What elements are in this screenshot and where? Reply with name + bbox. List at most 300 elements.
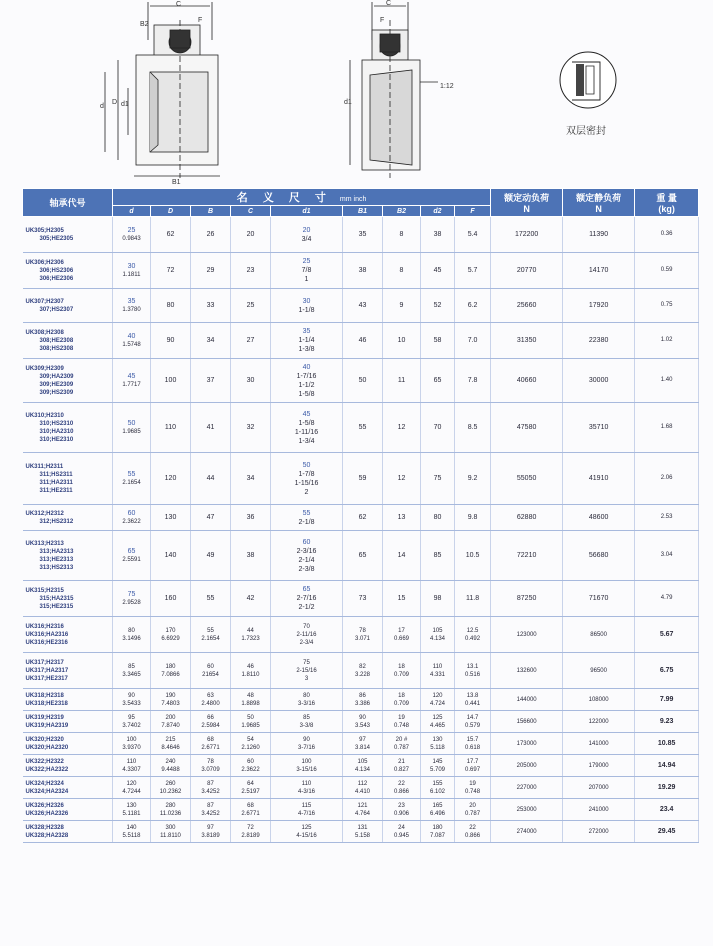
cell-code — [23, 755, 113, 777]
table-row — [23, 799, 699, 821]
value-bottom: 2.6771 — [201, 744, 220, 751]
header-static-load — [563, 189, 635, 217]
cell-d1 — [271, 289, 343, 323]
cell-d2: 45 — [421, 253, 455, 289]
cell-d — [113, 777, 151, 799]
cell-f: 10.5 — [455, 531, 491, 581]
value-top: 125 — [432, 714, 443, 721]
cell-stat: 35710 — [563, 403, 635, 453]
value-bottom: 0.492 — [465, 635, 481, 642]
cell-stat: 241000 — [563, 799, 635, 821]
value-bottom: 2.3622 — [241, 766, 260, 773]
value-top: 97 — [207, 824, 214, 831]
cell-b1 — [343, 733, 383, 755]
cell-weight: 1.68 — [635, 403, 699, 453]
value-top: 46 — [247, 663, 254, 670]
cell-code — [23, 711, 113, 733]
value-top: 105 — [357, 758, 368, 765]
cell-d — [151, 821, 191, 843]
d1-value: 1-3/8 — [298, 346, 315, 353]
header-code: 轴承代号 — [23, 189, 113, 217]
cell-b2: 15 — [383, 581, 421, 617]
cell-b — [191, 799, 231, 821]
cell-code — [23, 733, 113, 755]
cell-weight: 1.40 — [635, 359, 699, 403]
cell-d2: 80 — [421, 505, 455, 531]
cell-b — [191, 711, 231, 733]
d1-value: 1-5/8 — [298, 419, 315, 427]
value-bottom: 3.1496 — [122, 635, 141, 642]
table-row — [23, 289, 699, 323]
cell-c: 25 — [231, 289, 271, 323]
cell-b2 — [383, 777, 421, 799]
value-top: 78 — [359, 627, 366, 634]
header-nominal-dimensions — [113, 189, 491, 206]
value-top: 17 — [398, 627, 405, 634]
cell-d — [113, 821, 151, 843]
cell-c: 34 — [231, 453, 271, 505]
cell-b1 — [343, 653, 383, 689]
value-bottom: 3.9370 — [122, 744, 141, 751]
cell-d2: 98 — [421, 581, 455, 617]
cell-c: 23 — [231, 253, 271, 289]
cell-b1 — [343, 689, 383, 711]
col-d2: d2 — [421, 206, 455, 217]
value-top: 87 — [207, 802, 214, 809]
dim-label-big-d: D — [112, 99, 118, 106]
value-bottom: 0.579 — [465, 722, 481, 729]
d-inch: 2.1654 — [122, 479, 141, 486]
d-mm: 60 — [127, 509, 136, 517]
cell-b1: 59 — [343, 453, 383, 505]
value-bottom: 4-7/16 — [297, 810, 315, 817]
cell-d1 — [271, 755, 343, 777]
value-bottom: 4.465 — [429, 722, 445, 729]
value-top: 145 — [432, 758, 443, 765]
value-top: 180 — [165, 663, 176, 670]
cell-d1 — [271, 653, 343, 689]
value-top: 90 — [359, 714, 366, 721]
cell-c: 27 — [231, 323, 271, 359]
value-bottom: 3.3465 — [122, 671, 141, 678]
cell-b — [191, 755, 231, 777]
cell-stat: 96500 — [563, 653, 635, 689]
value-bottom: 2.1654 — [201, 635, 220, 642]
cell-d — [151, 799, 191, 821]
cell-d — [151, 617, 191, 653]
cell-c: 20 — [231, 217, 271, 253]
cell-code — [23, 617, 113, 653]
d1-value: 20 — [302, 226, 311, 234]
cell-b: 41 — [191, 403, 231, 453]
cell-d2: 75 — [421, 453, 455, 505]
d1-value: 65 — [302, 586, 311, 593]
cell-code — [23, 403, 113, 453]
cell-dyn: 40660 — [491, 359, 563, 403]
value-bottom: 1.8898 — [241, 700, 260, 707]
cell-dyn: 72210 — [491, 531, 563, 581]
cell-stat: 14170 — [563, 253, 635, 289]
cell-weight: 2.53 — [635, 505, 699, 531]
code-line: UK307;H2307 — [25, 298, 64, 305]
d-inch: 2.5591 — [122, 556, 141, 563]
cell-b1: 50 — [343, 359, 383, 403]
cell-d — [113, 711, 151, 733]
code-line: UK312;H2312 — [25, 510, 64, 517]
cell-f — [455, 777, 491, 799]
value-top: 66 — [207, 714, 214, 721]
d1-value: 1-5/8 — [298, 390, 315, 398]
cell-c — [231, 821, 271, 843]
cell-d1 — [271, 777, 343, 799]
value-top: 60 — [247, 758, 254, 765]
cell-d: 120 — [151, 453, 191, 505]
value-bottom: 7.8740 — [161, 722, 180, 729]
d-inch: 2.9528 — [122, 599, 141, 606]
cell-d — [113, 581, 151, 617]
value-bottom: 10.2362 — [159, 788, 182, 795]
cell-f — [455, 799, 491, 821]
col-b: B — [191, 206, 231, 217]
cell-stat: 272000 — [563, 821, 635, 843]
code-line: UK319;HA2319 — [25, 722, 69, 729]
col-d1: d1 — [271, 206, 343, 217]
code-line: UK318;H2318 — [25, 692, 64, 699]
cell-d — [113, 653, 151, 689]
value-bottom: 0.945 — [393, 832, 409, 839]
col-c: C — [231, 206, 271, 217]
cell-d — [151, 755, 191, 777]
value-bottom: 5.118 — [430, 744, 445, 751]
cell-b1: 62 — [343, 505, 383, 531]
table-row — [23, 217, 699, 253]
cell-stat: 11390 — [563, 217, 635, 253]
cell-code — [23, 359, 113, 403]
col-d: d — [113, 206, 151, 217]
cell-dyn: 274000 — [491, 821, 563, 843]
cell-d1 — [271, 453, 343, 505]
cell-d — [151, 733, 191, 755]
cell-d1 — [271, 689, 343, 711]
value-bottom: 2.5197 — [241, 788, 260, 795]
cell-b2: 12 — [383, 453, 421, 505]
cell-b — [191, 821, 231, 843]
d1-value: 60 — [302, 538, 311, 546]
table-row — [23, 617, 699, 653]
cell-d1 — [271, 217, 343, 253]
cell-b — [191, 777, 231, 799]
value-bottom: 3.386 — [354, 700, 370, 707]
cell-d2 — [421, 799, 455, 821]
cell-d2: 85 — [421, 531, 455, 581]
taper-label: 1:12 — [440, 83, 454, 90]
cell-b2 — [383, 799, 421, 821]
header-weight-label: 重 量 — [656, 193, 677, 203]
cell-b1 — [343, 711, 383, 733]
d-inch: 1.5748 — [122, 341, 141, 348]
dim-label-d1-right: d1 — [344, 99, 352, 106]
value-top: 165 — [432, 802, 443, 809]
value-top: 155 — [432, 780, 443, 787]
value-bottom: 3.543 — [354, 722, 370, 729]
cell-c — [231, 799, 271, 821]
value-top: 18 — [398, 663, 405, 670]
dim-label-b1: B1 — [172, 179, 181, 186]
technical-drawing — [0, 0, 713, 188]
code-line: 315;HA2315 — [39, 595, 74, 602]
table-row — [23, 733, 699, 755]
cell-weight: 1.02 — [635, 323, 699, 359]
value-bottom: 4.410 — [354, 788, 370, 795]
code-line: UK308;H2308 — [25, 329, 64, 336]
d1-value: 2-1/2 — [298, 604, 315, 611]
value-top: 14.7 — [466, 714, 479, 721]
cell-f: 7.8 — [455, 359, 491, 403]
d1-value: 1-7/8 — [298, 470, 315, 478]
cell-d1 — [271, 733, 343, 755]
cell-dyn: 144000 — [491, 689, 563, 711]
cell-b2 — [383, 733, 421, 755]
cell-d: 100 — [151, 359, 191, 403]
code-line: UK326;HA2326 — [25, 810, 69, 817]
value-top: 20 # — [395, 736, 408, 743]
table-body — [23, 217, 699, 843]
cell-code — [23, 689, 113, 711]
d1-value: 3/4 — [301, 235, 312, 243]
cell-d2: 38 — [421, 217, 455, 253]
value-bottom: 2-3/4 — [299, 639, 314, 646]
value-top: 17.7 — [466, 758, 479, 765]
d-inch: 1.1811 — [122, 271, 141, 278]
value-top: 90 — [128, 692, 135, 699]
code-line: UK316;HE2316 — [25, 639, 68, 646]
cell-d: 160 — [151, 581, 191, 617]
cell-b2: 11 — [383, 359, 421, 403]
cell-b1: 38 — [343, 253, 383, 289]
value-bottom: 3.5433 — [122, 700, 141, 707]
value-top: 86 — [359, 692, 366, 699]
value-bottom: 5.5118 — [122, 832, 141, 839]
cell-weight: 4.79 — [635, 581, 699, 617]
d1-value: 45 — [302, 410, 311, 418]
table-row — [23, 531, 699, 581]
value-top: 19 — [398, 714, 405, 721]
header-dynamic-load — [491, 189, 563, 217]
code-line: UK309;H2309 — [25, 365, 64, 372]
dim-label-d: d — [100, 103, 104, 110]
d1-value: 1-15/16 — [294, 479, 319, 487]
value-top: 130 — [126, 802, 137, 809]
value-bottom: 5.158 — [354, 832, 370, 839]
header-stat-label: 额定静负荷 — [576, 193, 622, 203]
cell-d: 130 — [151, 505, 191, 531]
cell-weight: 14.94 — [635, 755, 699, 777]
code-line: 313;HA2313 — [39, 548, 74, 555]
value-bottom: 11.0236 — [159, 810, 182, 817]
value-top: 110 — [301, 780, 312, 787]
cell-b1 — [343, 755, 383, 777]
value-bottom: 6.496 — [429, 810, 445, 817]
value-top: 85 — [128, 663, 135, 670]
cell-code — [23, 581, 113, 617]
code-line: UK320;HA2320 — [25, 744, 69, 751]
cell-stat: 108000 — [563, 689, 635, 711]
cell-dyn: 132600 — [491, 653, 563, 689]
table-row — [23, 359, 699, 403]
value-top: 100 — [301, 758, 312, 765]
value-bottom: 9.4488 — [161, 766, 180, 773]
cell-b2: 9 — [383, 289, 421, 323]
table-row — [23, 403, 699, 453]
code-line: UK310;H2310 — [25, 412, 64, 419]
cell-d — [113, 505, 151, 531]
code-line: UK318;HE2318 — [25, 700, 68, 707]
table-row — [23, 689, 699, 711]
value-top: 200 — [165, 714, 176, 721]
table-row — [23, 323, 699, 359]
value-bottom: 0.441 — [465, 700, 481, 707]
cell-b1: 73 — [343, 581, 383, 617]
cell-b: 55 — [191, 581, 231, 617]
code-line: UK317;H2317 — [25, 659, 64, 666]
cell-d: 140 — [151, 531, 191, 581]
d-inch: 2.3622 — [122, 518, 141, 525]
cell-d — [113, 403, 151, 453]
value-bottom: 4.7244 — [122, 788, 141, 795]
d1-value: 40 — [302, 363, 311, 371]
value-top: 120 — [126, 780, 137, 787]
cell-b: 34 — [191, 323, 231, 359]
table-row — [23, 711, 699, 733]
cell-code — [23, 799, 113, 821]
code-line: 311;HS2311 — [39, 471, 73, 478]
value-bottom: 4.134 — [429, 635, 445, 642]
cell-b1 — [343, 821, 383, 843]
value-bottom: 2.5984 — [201, 722, 220, 729]
cell-weight: 23.4 — [635, 799, 699, 821]
value-top: 100 — [126, 736, 137, 743]
code-line: UK319;H2319 — [25, 714, 64, 721]
value-top: 63 — [207, 692, 214, 699]
right-bearing-drawing — [350, 2, 438, 178]
cell-d1 — [271, 531, 343, 581]
cell-b2: 10 — [383, 323, 421, 359]
code-line: 308;HE2308 — [39, 337, 74, 344]
value-top: 22 — [469, 824, 476, 831]
code-line: UK317;HA2317 — [25, 667, 69, 674]
value-top: 72 — [247, 824, 254, 831]
code-line: UK324;HA2324 — [25, 788, 69, 795]
cell-d2 — [421, 617, 455, 653]
value-bottom: 4.3307 — [122, 766, 141, 773]
cell-weight: 6.75 — [635, 653, 699, 689]
code-line: UK311;H2311 — [25, 463, 64, 470]
cell-d2 — [421, 711, 455, 733]
value-bottom: 3.8189 — [201, 832, 220, 839]
value-bottom: 3.4252 — [201, 810, 220, 817]
code-line: 310;HA2310 — [39, 428, 74, 435]
cell-dyn: 31350 — [491, 323, 563, 359]
value-top: 48 — [247, 692, 254, 699]
cell-d1 — [271, 581, 343, 617]
value-top: 90 — [303, 736, 310, 743]
code-line: 311;HE2311 — [39, 487, 73, 494]
cell-c — [231, 755, 271, 777]
cell-f — [455, 653, 491, 689]
cell-b2 — [383, 711, 421, 733]
cell-code — [23, 453, 113, 505]
cell-d — [151, 653, 191, 689]
d1-value: 7/8 — [301, 267, 312, 274]
cell-d — [113, 617, 151, 653]
cell-d2 — [421, 777, 455, 799]
cell-code — [23, 777, 113, 799]
cell-f: 9.8 — [455, 505, 491, 531]
d1-value: 1 — [304, 276, 309, 283]
value-bottom: 0.866 — [465, 832, 481, 839]
left-bearing-drawing — [105, 2, 220, 178]
value-top: 130 — [432, 736, 443, 743]
cell-c — [231, 653, 271, 689]
table-row — [23, 755, 699, 777]
cell-code — [23, 253, 113, 289]
cell-d1 — [271, 799, 343, 821]
value-top: 55 — [207, 627, 214, 634]
code-line: UK316;H2316 — [25, 623, 64, 630]
cell-f — [455, 733, 491, 755]
cell-dyn: 20770 — [491, 253, 563, 289]
cell-d: 90 — [151, 323, 191, 359]
cell-b: 26 — [191, 217, 231, 253]
cell-b2 — [383, 821, 421, 843]
cell-b1: 35 — [343, 217, 383, 253]
value-top: 300 — [165, 824, 176, 831]
code-line: UK305;H2305 — [25, 227, 64, 234]
cell-stat: 71670 — [563, 581, 635, 617]
d-mm: 30 — [127, 262, 136, 270]
header-dyn-unit: N — [523, 204, 530, 214]
cell-d: 110 — [151, 403, 191, 453]
cell-stat: 56680 — [563, 531, 635, 581]
cell-b — [191, 653, 231, 689]
cell-f — [455, 755, 491, 777]
cell-d: 62 — [151, 217, 191, 253]
value-top: 180 — [432, 824, 443, 831]
value-top: 13.1 — [466, 663, 479, 670]
cell-c — [231, 711, 271, 733]
value-bottom: 4-3/16 — [297, 788, 315, 795]
code-line: UK317;HE2317 — [25, 675, 68, 682]
value-top: 18 — [398, 692, 405, 699]
cell-d — [151, 689, 191, 711]
value-bottom: 0.516 — [465, 671, 481, 678]
cell-d1 — [271, 253, 343, 289]
cell-weight: 5.67 — [635, 617, 699, 653]
value-top: 80 — [128, 627, 135, 634]
cell-b1: 43 — [343, 289, 383, 323]
cell-code — [23, 531, 113, 581]
table-row — [23, 505, 699, 531]
value-top: 240 — [165, 758, 176, 765]
d-mm: 25 — [127, 226, 136, 234]
cell-code — [23, 289, 113, 323]
cell-code — [23, 653, 113, 689]
d1-value: 35 — [302, 328, 311, 335]
cell-b2: 8 — [383, 217, 421, 253]
table-row — [23, 777, 699, 799]
cell-b2: 14 — [383, 531, 421, 581]
d1-value: 50 — [302, 461, 311, 469]
